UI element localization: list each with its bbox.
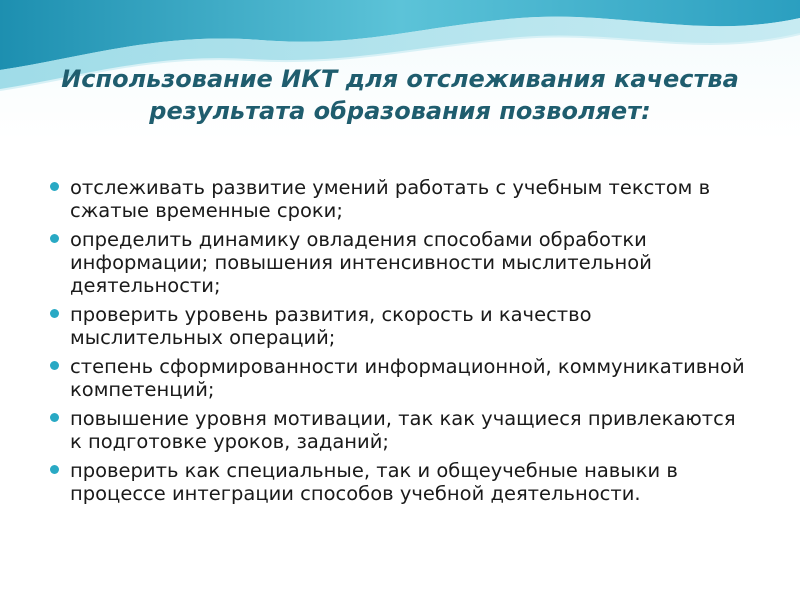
list-item — [46, 355, 746, 401]
list-item-text: проверить как специальные, так и общеучебные навыки в процессе интеграции способов учебной деятельности. — [70, 459, 678, 505]
bullet-dot-icon — [50, 234, 59, 243]
list-item — [46, 176, 746, 222]
list-item-text: проверить уровень развития, скорость и качество мыслительных операций; — [70, 303, 592, 349]
list-item-text: повышение уровня мотивации, так как учащиеся привлекаются к подготовке уроков, заданий; — [70, 407, 736, 453]
bullet-dot-icon — [50, 182, 59, 191]
list-item-text: определить динамику овладения способами обработки информации; повышения интенсивности мыслительной деятельности; — [70, 228, 652, 297]
list-item — [46, 459, 746, 505]
list-item — [46, 228, 746, 297]
bullet-dot-icon — [50, 413, 59, 422]
bullet-dot-icon — [50, 361, 59, 370]
list-item — [46, 303, 746, 349]
bullet-dot-icon — [50, 309, 59, 318]
bullet-dot-icon — [50, 465, 59, 474]
slide-title: Использование ИКТ для отслеживания качества результата образования позволяет: — [61, 65, 739, 125]
list-item — [46, 407, 746, 453]
bullet-list — [46, 176, 746, 511]
list-item-text: отслеживать развитие умений работать с учебным текстом в сжатые временные сроки; — [70, 176, 711, 222]
list-item-text: степень сформированности информационной, коммуникативной компетенций; — [70, 355, 745, 401]
